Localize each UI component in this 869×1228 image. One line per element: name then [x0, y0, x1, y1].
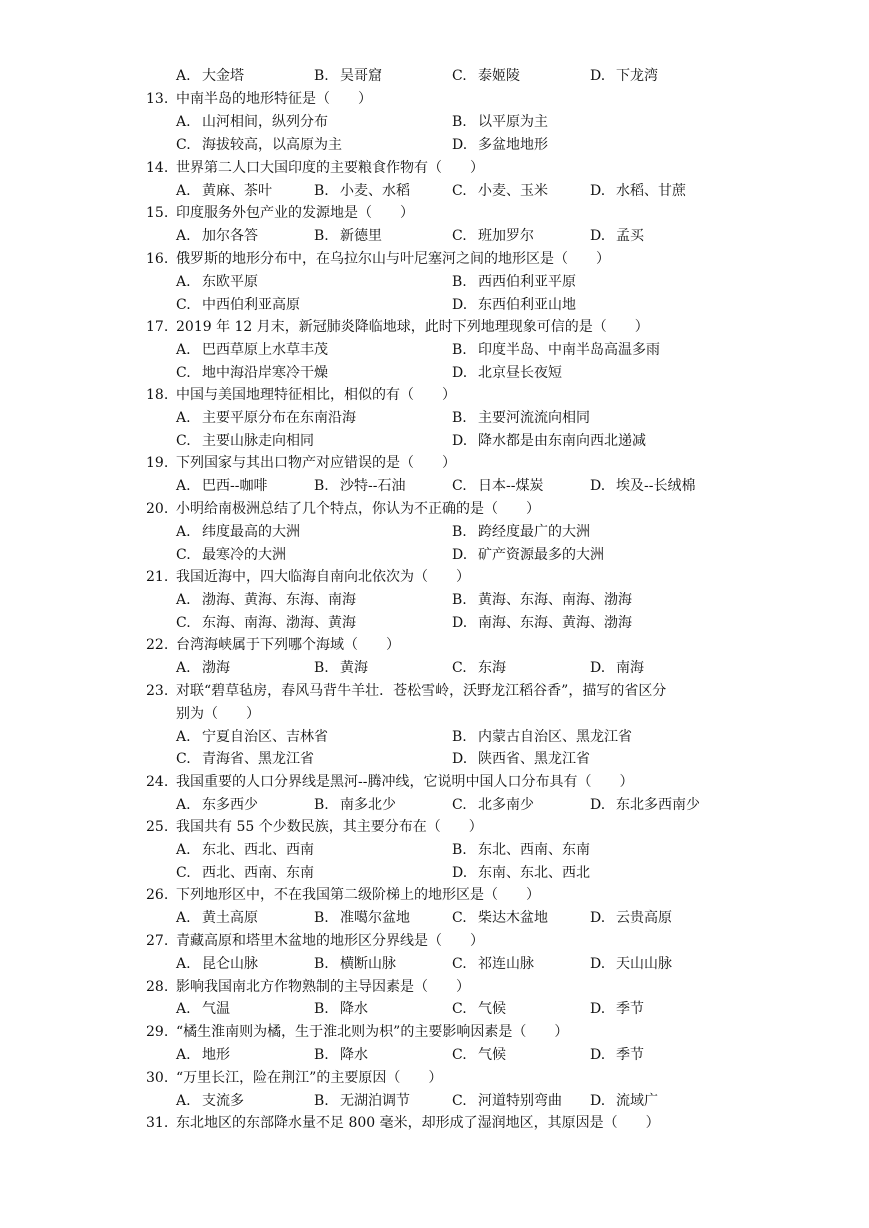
option-a: A. 支流多	[176, 1093, 244, 1109]
option-b: B. 南多北少	[314, 797, 396, 813]
option-a: A. 渤海、黄海、东海、南海	[176, 592, 356, 608]
question-stem	[0, 566, 869, 589]
question-number: 26.	[146, 887, 169, 903]
option-c: C. 祁连山脉	[452, 956, 534, 972]
question-text: 世界第二人口大国印度的主要粮食作物有（ ）	[176, 160, 484, 176]
question-stem	[0, 248, 869, 271]
option-d: D. 北京昼长夜短	[452, 365, 562, 381]
option-c: C. 海拔较高，以高原为主	[176, 137, 342, 153]
question-number: 25.	[146, 819, 169, 835]
question-text: 我国近海中，四大临海自南向北依次为（ ）	[176, 569, 470, 585]
option-c: C. 西北、西南、东南	[176, 865, 314, 881]
option-d: D. 流域广	[590, 1093, 658, 1109]
options-row	[0, 475, 869, 498]
question-stem	[0, 634, 869, 657]
options-row	[0, 953, 869, 976]
question-text: 印度服务外包产业的发源地是（ ）	[176, 205, 414, 221]
option-b: B. 西西伯利亚平原	[452, 274, 576, 290]
question-number: 28.	[146, 979, 169, 995]
question-stem	[0, 930, 869, 953]
question-stem	[0, 1112, 869, 1135]
question-number: 31.	[146, 1115, 169, 1131]
question-text: “橘生淮南则为橘，生于淮北则为枳”的主要影响因素是（ ）	[176, 1024, 569, 1040]
question-stem	[0, 157, 869, 180]
question-stem	[0, 680, 869, 703]
question-number: 30.	[146, 1070, 169, 1086]
question-stem	[0, 88, 869, 111]
question-stem	[0, 316, 869, 339]
option-b: B. 印度半岛、中南半岛高温多雨	[452, 342, 660, 358]
option-b: B. 沙特--石油	[314, 478, 406, 494]
option-c: C. 班加罗尔	[452, 228, 534, 244]
question-number: 29.	[146, 1024, 169, 1040]
option-b: B. 以平原为主	[452, 114, 548, 130]
question-number: 23.	[146, 683, 169, 699]
option-b: B. 小麦、水稻	[314, 183, 410, 199]
option-a: A. 地形	[176, 1047, 230, 1063]
option-c: C. 柴达木盆地	[452, 910, 548, 926]
options-row	[0, 726, 869, 749]
option-d: D. 水稻、甘蔗	[590, 183, 686, 199]
option-b: B. 准噶尔盆地	[314, 910, 410, 926]
option-c: C. 主要山脉走向相同	[176, 433, 314, 449]
options-row	[0, 294, 869, 317]
question-number: 20.	[146, 501, 169, 517]
option-d: D. 南海	[590, 660, 644, 676]
option-d: D. 东南、东北、西北	[452, 865, 590, 881]
options-row	[0, 657, 869, 680]
option-c: C. 中西伯利亚高原	[176, 297, 300, 313]
option-c: C. 最寒冷的大洲	[176, 547, 286, 563]
option-a: A. 纬度最高的大洲	[176, 524, 300, 540]
option-b: B. 无湖泊调节	[314, 1093, 410, 1109]
option-d: D. 南海、东海、黄海、渤海	[452, 615, 632, 631]
question-stem	[0, 1067, 869, 1090]
question-number: 21.	[146, 569, 169, 585]
question-text: 东北地区的东部降水量不足 800 毫米，却形成了湿润地区，其原因是（ ）	[176, 1115, 660, 1131]
option-b: B. 内蒙古自治区、黑龙江省	[452, 729, 632, 745]
question-text: 俄罗斯的地形分布中，在乌拉尔山与叶尼塞河之间的地形区是（ ）	[176, 251, 610, 267]
option-c: C. 泰姬陵	[452, 68, 520, 84]
question-stem	[0, 884, 869, 907]
question-text: “万里长江，险在荆江”的主要原因（ ）	[176, 1070, 443, 1086]
option-d: D. 埃及--长绒棉	[590, 478, 696, 494]
option-d: D. 东西伯利亚山地	[452, 297, 576, 313]
option-c: C. 北多南少	[452, 797, 534, 813]
option-b: B. 东北、西南、东南	[452, 842, 590, 858]
options-row	[0, 225, 869, 248]
question-number: 17.	[146, 319, 169, 335]
question-text: 中南半岛的地形特征是（ ）	[176, 91, 372, 107]
option-d: D. 多盆地地形	[452, 137, 548, 153]
option-d: D. 降水都是由东南向西北递减	[452, 433, 646, 449]
option-a: A. 黄土高原	[176, 910, 258, 926]
option-a: A. 渤海	[176, 660, 230, 676]
options-row	[0, 111, 869, 134]
option-b: B. 吴哥窟	[314, 68, 382, 84]
question-stem	[0, 452, 869, 475]
option-c: C. 河道特别弯曲	[452, 1093, 562, 1109]
option-a: A. 山河相间，纵列分布	[176, 114, 328, 130]
option-b: B. 降水	[314, 1001, 368, 1017]
options-row	[0, 362, 869, 385]
options-row	[0, 65, 869, 88]
options-row	[0, 794, 869, 817]
option-d: D. 季节	[590, 1047, 644, 1063]
option-b: B. 跨经度最广的大洲	[452, 524, 590, 540]
question-stem-continued	[0, 703, 869, 726]
question-stem	[0, 498, 869, 521]
option-c: C. 日本--煤炭	[452, 478, 544, 494]
question-number: 24.	[146, 774, 169, 790]
question-stem	[0, 976, 869, 999]
question-text: 影响我国南北方作物熟制的主导因素是（ ）	[176, 979, 470, 995]
question-number: 27.	[146, 933, 169, 949]
question-text: 我国重要的人口分界线是黑河--腾冲线，它说明中国人口分布具有（ ）	[176, 774, 634, 790]
question-stem	[0, 1021, 869, 1044]
option-b: B. 主要河流流向相同	[452, 410, 590, 426]
option-d: D. 孟买	[590, 228, 644, 244]
question-number: 19.	[146, 455, 169, 471]
option-c: C. 地中海沿岸寒冷干燥	[176, 365, 328, 381]
question-text: 下列地形区中，不在我国第二级阶梯上的地形区是（ ）	[176, 887, 540, 903]
option-d: D. 矿产资源最多的大洲	[452, 547, 604, 563]
option-a: A. 巴西--咖啡	[176, 478, 268, 494]
option-b: B. 新德里	[314, 228, 382, 244]
option-d: D. 东北多西南少	[590, 797, 700, 813]
question-stem	[0, 202, 869, 225]
option-a: A. 加尔各答	[176, 228, 258, 244]
options-row	[0, 748, 869, 771]
question-text: 我国共有 55 个少数民族，其主要分布在（ ）	[176, 819, 483, 835]
option-a: A. 气温	[176, 1001, 230, 1017]
question-number: 15.	[146, 205, 169, 221]
option-b: B. 降水	[314, 1047, 368, 1063]
option-a: A. 东欧平原	[176, 274, 258, 290]
option-c: C. 东海	[452, 660, 506, 676]
options-row	[0, 271, 869, 294]
option-d: D. 云贵高原	[590, 910, 672, 926]
options-row	[0, 862, 869, 885]
option-a: A. 大金塔	[176, 68, 244, 84]
option-c: C. 青海省、黑龙江省	[176, 751, 314, 767]
question-number: 16.	[146, 251, 169, 267]
options-row	[0, 589, 869, 612]
option-b: B. 黄海、东海、南海、渤海	[452, 592, 632, 608]
option-a: A. 巴西草原上水草丰茂	[176, 342, 328, 358]
option-a: A. 黄麻、茶叶	[176, 183, 272, 199]
options-row	[0, 907, 869, 930]
options-row	[0, 1044, 869, 1067]
question-stem	[0, 771, 869, 794]
question-text: 青藏高原和塔里木盆地的地形区分界线是（ ）	[176, 933, 484, 949]
options-row	[0, 998, 869, 1021]
options-row	[0, 839, 869, 862]
question-text: 2019 年 12 月末，新冠肺炎降临地球，此时下列地理现象可信的是（ ）	[176, 319, 649, 335]
question-text: 台湾海峡属于下列哪个海域（ ）	[176, 637, 400, 653]
option-b: B. 黄海	[314, 660, 368, 676]
option-a: A. 东多西少	[176, 797, 258, 813]
question-number: 13.	[146, 91, 169, 107]
options-row	[0, 430, 869, 453]
question-text: 下列国家与其出口物产对应错误的是（ ）	[176, 455, 456, 471]
options-row	[0, 407, 869, 430]
option-a: A. 昆仑山脉	[176, 956, 258, 972]
question-text: 小明给南极洲总结了几个特点，你认为不正确的是（ ）	[176, 501, 540, 517]
option-d: D. 陕西省、黑龙江省	[452, 751, 590, 767]
options-row	[0, 521, 869, 544]
question-number: 22.	[146, 637, 169, 653]
question-number: 18.	[146, 387, 169, 403]
question-text: 对联“碧草毡房，春风马背牛羊壮．苍松雪岭，沃野龙江稻谷香”，描写的省区分	[176, 683, 667, 699]
option-b: B. 横断山脉	[314, 956, 396, 972]
option-a: A. 宁夏自治区、吉林省	[176, 729, 328, 745]
question-stem	[0, 816, 869, 839]
question-text: 中国与美国地理特征相比，相似的有（ ）	[176, 387, 456, 403]
option-a: A. 东北、西北、西南	[176, 842, 314, 858]
option-d: D. 季节	[590, 1001, 644, 1017]
options-row	[0, 544, 869, 567]
options-row	[0, 1090, 869, 1113]
option-d: D. 下龙湾	[590, 68, 658, 84]
question-number: 14.	[146, 160, 169, 176]
question-text-continued: 别为（ ）	[176, 706, 260, 722]
option-c: C. 气候	[452, 1001, 506, 1017]
question-stem	[0, 384, 869, 407]
option-d: D. 天山山脉	[590, 956, 672, 972]
option-c: C. 东海、南海、渤海、黄海	[176, 615, 356, 631]
options-row	[0, 612, 869, 635]
options-row	[0, 339, 869, 362]
option-c: C. 小麦、玉米	[452, 183, 548, 199]
options-row	[0, 180, 869, 203]
options-row	[0, 134, 869, 157]
option-a: A. 主要平原分布在东南沿海	[176, 410, 356, 426]
option-c: C. 气候	[452, 1047, 506, 1063]
